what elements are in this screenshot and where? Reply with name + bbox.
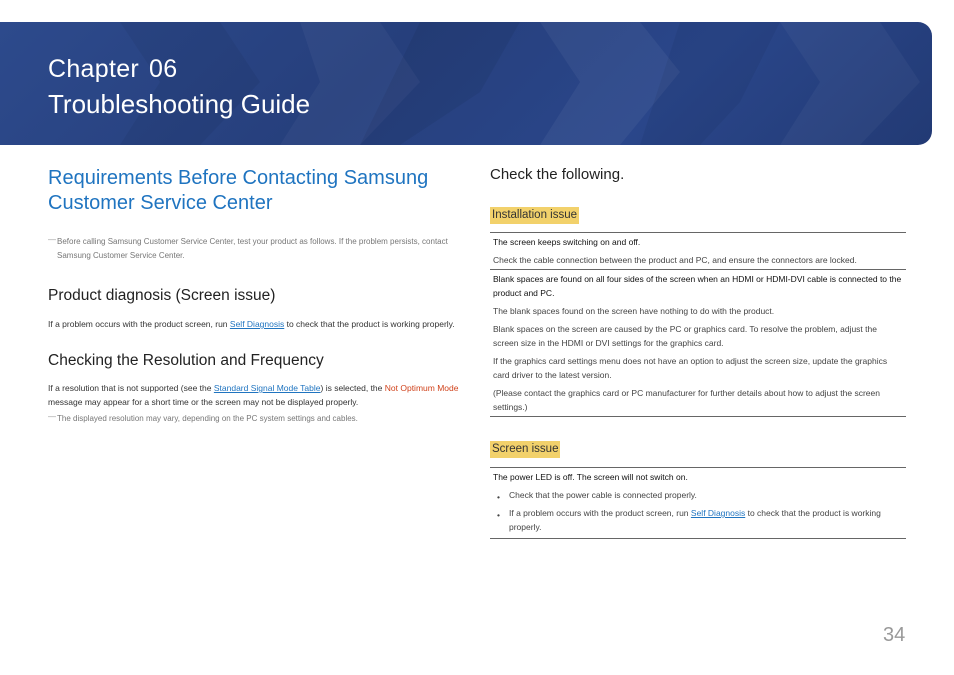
- text-segment: ) is selected, the: [320, 383, 385, 393]
- screen-issue-label: Screen issue: [490, 441, 560, 458]
- check-title: Check the following.: [490, 166, 625, 183]
- resolution-heading: Checking the Resolution and Frequency: [48, 352, 324, 369]
- table-cell: Blank spaces are found on all four sides of the screen when an HDMI or HDMI-DVI cable is connected to the product and PC.: [490, 270, 906, 303]
- table-cell: Blank spaces on the screen are caused by the PC or graphics card. To resolve the problem, adjust the screen size in the HDMI or DVI settings for the graphics card.: [493, 324, 877, 348]
- installation-issue-label: Installation issue: [490, 207, 579, 224]
- text-segment: If a problem occurs with the product screen, run: [509, 508, 691, 518]
- resolution-note-text: The displayed resolution may vary, depending on the PC system settings and cables.: [57, 414, 358, 423]
- installation-issue-label-wrap: [490, 205, 906, 224]
- resolution-note: [48, 412, 468, 426]
- note-dash-icon: ―: [48, 412, 56, 421]
- chapter-label: [48, 55, 177, 84]
- screen-issue-table: [490, 467, 906, 539]
- table-cell: If the graphics card settings menu does not have an option to adjust the screen size, update the graphics card driver to the latest version.: [493, 356, 888, 380]
- note-dash-icon: ―: [48, 235, 56, 244]
- table-row: [490, 352, 906, 384]
- resolution-text: [48, 381, 468, 409]
- intro-note-text: Before calling Samsung Customer Service Center, test your product as follows. If the problem persists, contact Samsung Customer Service Center.: [57, 237, 448, 260]
- table-row: [490, 251, 906, 270]
- bullet-text: Check that the power cable is connected properly.: [509, 490, 697, 500]
- text-segment: to check that the product is working properly.: [509, 508, 881, 532]
- table-row: [490, 270, 906, 303]
- product-diagnosis-heading: Product diagnosis (Screen issue): [48, 287, 276, 304]
- text-segment: If a resolution that is not supported (see the: [48, 383, 214, 393]
- chapter-word: Chapter: [48, 55, 140, 83]
- bullet-item: [493, 506, 903, 534]
- table-row: [490, 468, 906, 487]
- standard-signal-mode-table-link[interactable]: Standard Signal Mode Table: [213, 383, 321, 393]
- table-cell: The screen keeps switching on and off.: [490, 233, 906, 252]
- table-row: [490, 504, 906, 539]
- section-heading: [48, 166, 468, 216]
- table-cell: The blank spaces found on the screen have nothing to do with the product.: [493, 306, 775, 316]
- table-row: [490, 384, 906, 417]
- table-row: [490, 233, 906, 252]
- product-diagnosis-text: [48, 317, 468, 331]
- self-diagnosis-link[interactable]: Self Diagnosis: [229, 319, 285, 329]
- table-cell: (Please contact the graphics card or PC manufacturer for further details about how to adjust the screen settings.): [493, 388, 880, 412]
- table-cell: Check the cable connection between the product and PC, and ensure the connectors are locked.: [493, 255, 857, 265]
- table-cell: The power LED is off. The screen will not switch on.: [490, 468, 906, 487]
- text-segment: message may appear for a short time or the screen may not be displayed properly.: [48, 397, 359, 407]
- not-optimum-mode-text: Not Optimum Mode: [384, 383, 459, 393]
- chapter-title: Troubleshooting Guide: [48, 89, 311, 119]
- page-number: 34: [883, 624, 906, 646]
- bullet-icon: •: [497, 492, 500, 502]
- bullet-item: [493, 488, 903, 502]
- text-segment: to check that the product is working properly.: [284, 319, 455, 329]
- left-column: [48, 166, 468, 426]
- table-row: [490, 302, 906, 320]
- intro-note: [48, 235, 468, 263]
- table-cell: [490, 486, 906, 504]
- screen-issue-label-wrap: [490, 439, 906, 458]
- table-row: [490, 486, 906, 504]
- chapter-banner: [0, 22, 932, 145]
- table-row: [490, 320, 906, 352]
- section-heading-line2: Customer Service Center: [48, 192, 273, 214]
- self-diagnosis-link[interactable]: Self Diagnosis: [690, 508, 746, 518]
- right-column: [490, 166, 906, 539]
- section-heading-line1: Requirements Before Contacting Samsung: [48, 167, 429, 189]
- bullet-icon: •: [497, 510, 500, 520]
- text-segment: If a problem occurs with the product screen, run: [48, 319, 230, 329]
- installation-issue-table: [490, 232, 906, 417]
- table-cell: [490, 504, 906, 539]
- chapter-number: 06: [149, 55, 178, 83]
